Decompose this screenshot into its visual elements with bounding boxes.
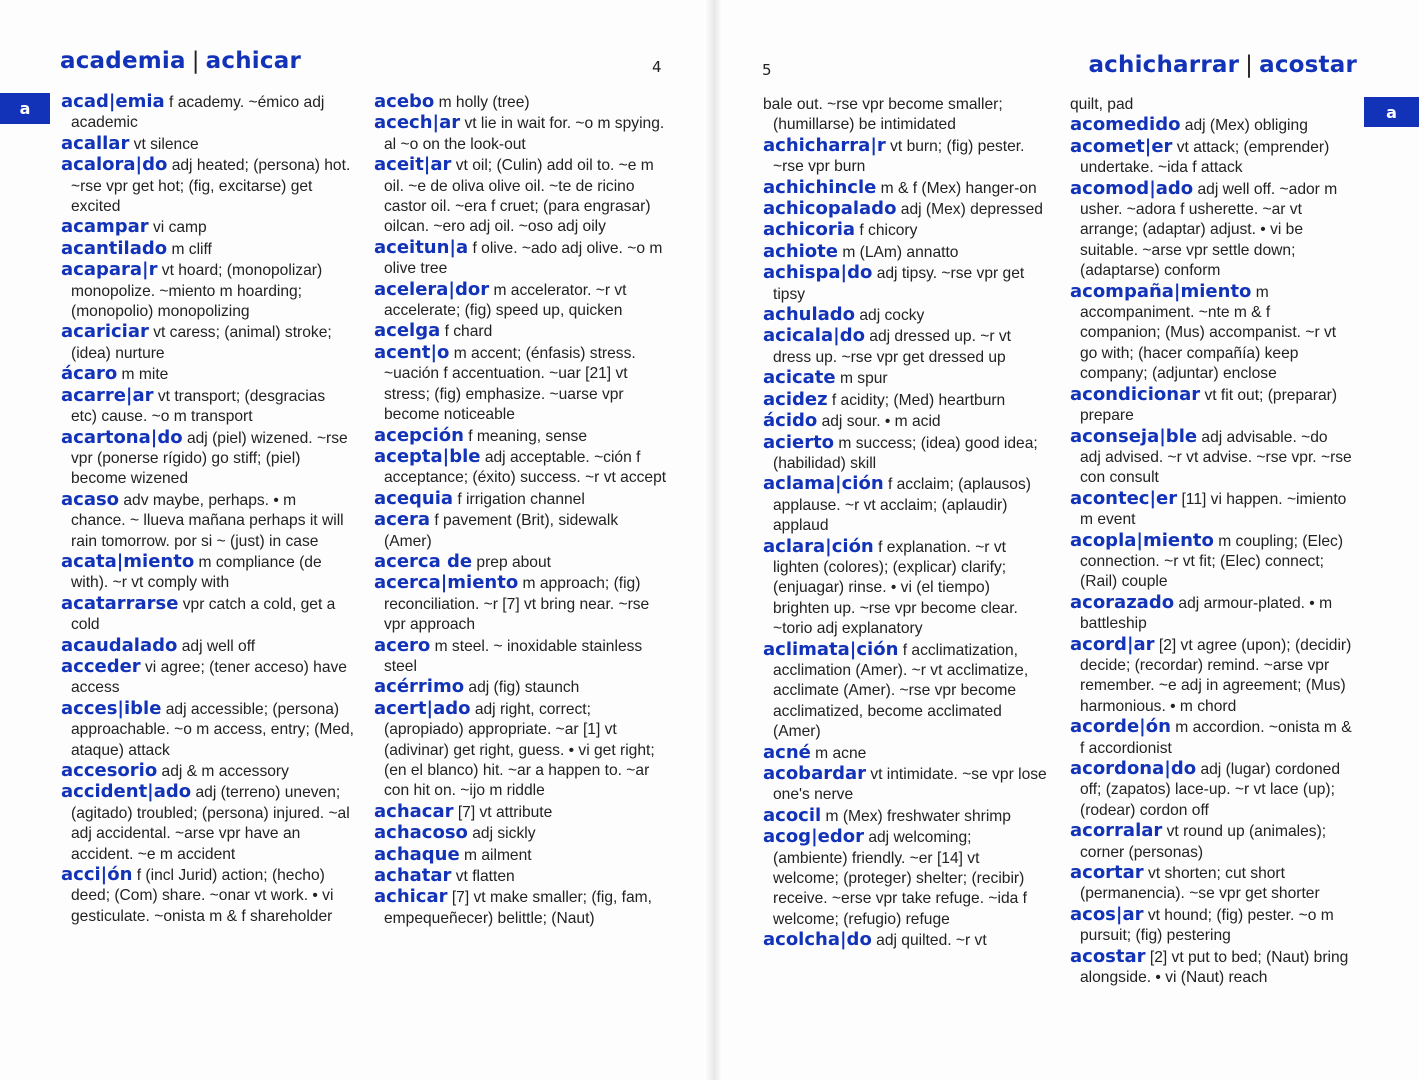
entry-definition: adj armour-plated. • m battleship (1080, 594, 1333, 633)
entry-definition: vt hound; (fig) pester. ~o m pursuit; (fig) pestering (1080, 906, 1334, 945)
dictionary-entry (61, 636, 354, 657)
dictionary-entry (1070, 593, 1352, 635)
dictionary-entry (374, 677, 670, 698)
entry-definition: m accelerator. ~r vt accelerate; (fig) speed up, quicken (384, 281, 627, 320)
entry-headword: acarre|ar (61, 384, 154, 406)
entry-headword: aclama|ción (763, 473, 884, 495)
entry-headword: acomet|er (1070, 135, 1173, 157)
right-page (712, 0, 1419, 1080)
entry-headword: acortar (1070, 862, 1144, 884)
entry-headword: achacoso (374, 822, 468, 844)
dictionary-entry (763, 743, 1049, 764)
entry-definition: f explanation. ~r vt lighten (colores); (explicar) clarify; (enjuagar) rinse. • vi (el tiempo) brighten up. ~rse vpr become clear. ~torio adj explanatory (773, 538, 1018, 638)
entry-definition: vt fit out; (preparar) prepare (1080, 386, 1338, 425)
dictionary-entry (61, 134, 354, 155)
entry-definition: vpr catch a cold, get a cold (71, 595, 336, 634)
entry-definition: f (incl Jurid) action; (hecho) deed; (Com) share. ~onar vt work. • vi gesticulate. ~onista m & f shareholder (71, 867, 334, 925)
dictionary-entry (61, 657, 354, 699)
dictionary-entry (374, 92, 670, 113)
dictionary-entry (374, 280, 670, 322)
dictionary-entry (1070, 115, 1352, 136)
entry-headword: acontec|er (1070, 487, 1178, 509)
entry-definition: [2] vt put to bed; (Naut) bring alongside. • vi (Naut) reach (1080, 948, 1349, 987)
entry-headword: achispa|do (763, 262, 873, 284)
entry-definition: adj acceptable. ~ción f acceptance; (éxito) success. ~r vt accept (384, 448, 667, 487)
entry-definition: vt silence (129, 135, 199, 153)
entry-definition: f chard (440, 323, 493, 341)
left-column-2 (374, 92, 670, 929)
dictionary-entry (374, 887, 670, 929)
entry-definition: bale out. ~rse vpr become smaller; (humillarse) be intimidated (763, 96, 1003, 134)
entry-headword: ácido (763, 410, 818, 432)
entry-headword: acompaña|miento (1070, 280, 1252, 302)
entry-headword: achicar (374, 886, 448, 908)
entry-definition: adj (lugar) cordoned off; (zapatos) lace-up. ~r vt lace (up); (rodear) cordon off (1080, 761, 1341, 819)
entry-headword: acantilado (61, 237, 168, 259)
entry-headword: acata|miento (61, 550, 195, 572)
entry-definition: adj accessible; (persona) approachable. ~o m access, entry; (Med, ataque) attack (71, 700, 354, 759)
dictionary-entry (1070, 179, 1352, 282)
dictionary-entry (763, 411, 1049, 432)
entry-headword: achulado (763, 304, 856, 326)
entry-headword: acebo (374, 91, 435, 112)
entry-definition: f acclimatization, acclimation (Amer). ~r vt acclimatize, acclimate (Amer). ~rse vpr become acclimatized, become acclimated (Amer) (773, 641, 1029, 741)
entry-definition: adj & m accessory (157, 763, 289, 780)
entry-headword: acent|o (374, 341, 450, 363)
dictionary-entry (61, 594, 354, 636)
entry-definition: m cliff (167, 240, 212, 258)
entry-headword: aceitun|a (374, 236, 469, 258)
left-column-1 (61, 92, 354, 927)
entry-definition: adj (terreno) uneven; (agitado) troubled; (persona) injured. ~al adj accidental. ~arse vpr have an accident. ~e m accident (71, 784, 350, 863)
entry-headword: acobardar (763, 763, 866, 784)
dictionary-entry (1070, 863, 1352, 905)
dictionary-entry (61, 699, 354, 761)
entry-headword: acorralar (1070, 820, 1163, 842)
left-running-head-first: academia (60, 48, 186, 74)
dictionary-entry (374, 155, 670, 238)
entry-definition: f pavement (Brit), sidewalk (Amer) (384, 512, 619, 550)
dictionary-entry (1070, 137, 1352, 179)
dictionary-entry (61, 865, 354, 927)
entry-definition: vt attack; (emprender) undertake. ~ida f attack (1080, 138, 1330, 177)
entry-definition: adj (Mex) obliging (1180, 117, 1308, 135)
entry-headword: achiote (763, 240, 838, 262)
right-page-number: 5 (762, 61, 772, 79)
entry-definition: prep about (472, 553, 551, 571)
entry-definition: m success; (idea) good idea; (habilidad) skill (773, 434, 1038, 472)
dictionary-entry (763, 640, 1049, 743)
entry-headword: acord|ar (1070, 633, 1155, 655)
entry-headword: acad|emia (61, 91, 165, 112)
entry-headword: achicoria (763, 219, 856, 241)
entry-headword: acocil (763, 804, 822, 826)
entry-headword: acera (374, 509, 431, 531)
entry-definition: adj tipsy. ~rse vpr get tipsy (773, 265, 1025, 303)
entry-definition: m steel. ~ inoxidable stainless steel (384, 637, 643, 675)
entry-headword: accesorio (61, 760, 158, 781)
dictionary-entry (61, 260, 354, 322)
entry-headword: acceder (61, 655, 141, 677)
dictionary-entry (374, 866, 670, 887)
entry-headword: acerca de (374, 550, 473, 572)
entry-definition: adj well off (177, 637, 256, 655)
entry-headword: acech|ar (374, 112, 461, 134)
dictionary-entry (61, 490, 354, 552)
left-running-head-separator: | (191, 48, 200, 74)
entry-definition: adj advisable. ~do adj advised. ~r vt advise. ~rse vpr. ~rse con consult (1080, 428, 1352, 487)
entry-definition: adj heated; (persona) hot. ~rse vpr get hot; (fig, excitarse) get excited (71, 157, 351, 216)
dictionary-entry (61, 155, 354, 217)
entry-headword: acert|ado (374, 697, 471, 719)
entry-headword: achicharra|r (763, 134, 886, 156)
entry-headword: acequia (374, 487, 454, 509)
dictionary-entry (763, 390, 1049, 411)
entry-headword: acartona|do (61, 426, 183, 448)
entry-definition: [11] vi happen. ~imiento m event (1080, 490, 1347, 529)
entry-definition: vt hoard; (monopolizar) monopolize. ~miento m hoarding; (monopolio) monopolizing (71, 262, 323, 321)
dictionary-entry (763, 242, 1049, 263)
entry-headword: acomod|ado (1070, 177, 1194, 199)
dictionary-entry (763, 178, 1049, 199)
dictionary-entry (1070, 531, 1352, 593)
entry-headword: acomedido (1070, 114, 1181, 136)
entry-definition: f chicory (855, 222, 918, 240)
entry-definition: [7] vt make smaller; (fig, fam, empequeñecer) belittle; (Naut) (384, 889, 653, 927)
entry-headword: acalora|do (61, 154, 168, 176)
dictionary-entry (1070, 427, 1352, 489)
dictionary-entry (61, 322, 354, 364)
left-thumb-tab: a (0, 93, 50, 124)
entry-definition: [7] vt attribute (453, 803, 553, 821)
entry-definition: f acclaim; (aplausos) applause. ~r vt acclaim; (aplaudir) applaud (773, 476, 1031, 535)
dictionary-entry (763, 305, 1049, 326)
dictionary-entry (61, 239, 354, 260)
entry-headword: acelera|dor (374, 278, 490, 300)
entry-headword: acérrimo (374, 676, 465, 698)
dictionary-entry (763, 95, 1049, 136)
left-page-number: 4 (652, 58, 662, 76)
entry-headword: acos|ar (1070, 903, 1144, 925)
entry-headword: acci|ón (61, 864, 133, 886)
entry-headword: acero (374, 634, 431, 656)
dictionary-entry (763, 537, 1049, 640)
left-running-head (60, 48, 301, 74)
entry-headword: acicate (763, 367, 836, 389)
entry-definition: adj cocky (855, 307, 925, 325)
entry-headword: acaudalado (61, 634, 178, 656)
dictionary-entry (763, 136, 1049, 178)
entry-headword: achatar (374, 865, 452, 887)
entry-definition: adj right, correct; (apropiado) appropriate. ~ar [1] vt (adivinar) get right, guess. • vi get right; (en el blanco) hit. ~ar a happen to. ~ar con hit on. ~ijo m riddle (384, 700, 655, 800)
entry-definition: m ailment (459, 846, 532, 864)
entry-definition: vi agree; (tener acceso) have access (71, 658, 347, 697)
entry-definition: vt intimidate. ~se vpr lose one's nerve (773, 766, 1047, 804)
dictionary-entry (61, 761, 354, 782)
dictionary-entry (374, 447, 670, 489)
dictionary-entry (763, 930, 1049, 951)
entry-headword: achaque (374, 843, 460, 865)
right-running-head-first: achicharrar (1088, 52, 1240, 78)
entry-definition: m approach; (fig) reconciliation. ~r [7] vt bring near. ~rse vpr approach (384, 575, 650, 634)
dictionary-entry (1070, 821, 1352, 863)
right-column-2 (1070, 95, 1352, 988)
entry-definition: vt shorten; cut short (permanencia). ~se vpr get shorter (1080, 865, 1320, 903)
dictionary-entry (61, 552, 354, 594)
dictionary-entry (374, 238, 670, 280)
entry-headword: acordona|do (1070, 758, 1197, 779)
dictionary-entry (61, 364, 354, 385)
dictionary-entry (763, 199, 1049, 220)
entry-headword: aceit|ar (374, 154, 452, 176)
dictionary-entry (1070, 635, 1352, 718)
entry-definition: adj (Mex) depressed (896, 201, 1043, 219)
entry-definition: adj dressed up. ~r vt dress up. ~rse vpr get dressed up (773, 328, 1012, 366)
dictionary-entry (374, 113, 670, 155)
right-running-head (1088, 52, 1357, 78)
entry-headword: acatarrarse (61, 592, 179, 614)
dictionary-entry (1070, 905, 1352, 947)
entry-definition: quilt, pad (1070, 96, 1134, 113)
dictionary-entry (1070, 759, 1352, 821)
right-thumb-tab: a (1364, 97, 1419, 127)
dictionary-entry (61, 386, 354, 428)
dictionary-entry (1070, 489, 1352, 531)
entry-headword: ácaro (61, 363, 118, 385)
entry-headword: acorazado (1070, 591, 1175, 613)
dictionary-entry (61, 217, 354, 238)
dictionary-entry (374, 489, 670, 510)
entry-definition: f academy. ~émico adj academic (71, 94, 325, 132)
dictionary-entry (374, 426, 670, 447)
dictionary-entry (1070, 947, 1352, 989)
entry-headword: acampar (61, 216, 149, 238)
entry-definition: adj quilted. ~r vt (871, 932, 987, 950)
entry-headword: acces|ible (61, 697, 162, 719)
dictionary-entry (763, 368, 1049, 389)
left-running-head-last: achicar (205, 48, 301, 74)
entry-headword: achacar (374, 800, 454, 822)
right-running-head-separator: | (1245, 52, 1254, 78)
dictionary-entry (374, 510, 670, 552)
entry-headword: acapara|r (61, 259, 158, 281)
entry-headword: aconseja|ble (1070, 425, 1198, 447)
dictionary-entry (374, 823, 670, 844)
right-column-1 (763, 95, 1049, 952)
entry-headword: acariciar (61, 321, 149, 343)
dictionary-entry (374, 845, 670, 866)
entry-definition: m mite (117, 366, 169, 384)
dictionary-entry (374, 321, 670, 342)
dictionary-entry (763, 326, 1049, 368)
entry-headword: acelga (374, 320, 441, 342)
entry-headword: acopla|miento (1070, 529, 1214, 551)
dictionary-entry (1070, 717, 1352, 759)
entry-definition: m & f (Mex) hanger-on (876, 179, 1037, 197)
dictionary-entry (763, 827, 1049, 930)
dictionary-entry (763, 806, 1049, 827)
entry-definition: m accompaniment. ~nte m & f companion; (Mus) accompanist. ~r vt go with; (hacer compañía) keep company; (adjuntar) enclose (1080, 283, 1337, 383)
entry-headword: acerca|miento (374, 572, 519, 594)
entry-headword: acostar (1070, 945, 1146, 967)
entry-definition: adj sour. • m acid (817, 413, 941, 431)
dictionary-entry (61, 782, 354, 865)
entry-definition: [2] vt agree (upon); (decidir) decide; (recordar) remind. ~arse vpr remember. ~e adj in agreement; (Mus) harmonious. • m chord (1080, 636, 1352, 715)
entry-definition: vt round up (animales); corner (personas) (1080, 823, 1327, 861)
dictionary-entry (374, 573, 670, 635)
entry-headword: aclara|ción (763, 535, 874, 557)
entry-headword: achicopalado (763, 198, 897, 220)
entry-headword: acolcha|do (763, 929, 872, 951)
entry-definition: adj (piel) wizened. ~rse vpr (ponerse rígido) go stiff; (piel) become wizened (71, 429, 348, 488)
entry-definition: m (Mex) freshwater shrimp (821, 807, 1011, 825)
dictionary-entry (61, 92, 354, 134)
entry-definition: vt oil; (Culin) add oil to. ~e m oil. ~e de oliva olive oil. ~te de ricino castor oil. ~era f cruet; (para engrasar) oilcan. ~ero adj oil. ~oso adj oily (384, 157, 654, 236)
dictionary-entry (374, 636, 670, 678)
book-gutter (704, 0, 722, 1080)
entry-definition: adj welcoming; (ambiente) friendly. ~er [14] vt welcome; (proteger) shelter; (recibir) receive. ~erse vpr take refuge. ~ida f welcome; (refugio) refuge (773, 829, 1027, 928)
dictionary-entry (374, 802, 670, 823)
entry-headword: acepción (374, 424, 464, 446)
entry-headword: acondicionar (1070, 383, 1201, 405)
entry-definition: m accordion. ~onista m & f accordionist (1080, 719, 1352, 757)
entry-headword: acog|edor (763, 826, 864, 848)
entry-headword: acaso (61, 488, 120, 510)
right-running-head-last: acostar (1259, 52, 1357, 78)
entry-headword: acepta|ble (374, 445, 481, 467)
dictionary-entry (763, 220, 1049, 241)
entry-definition: m (LAm) annatto (837, 243, 959, 261)
entry-headword: aclimata|ción (763, 638, 899, 660)
entry-definition: adj sickly (467, 825, 536, 843)
entry-definition: vt caress; (animal) stroke; (idea) nurture (71, 324, 332, 362)
entry-definition: vt transport; (desgracias etc) cause. ~o m transport (71, 387, 326, 426)
dictionary-entry (61, 428, 354, 490)
entry-headword: achichincle (763, 176, 877, 198)
entry-headword: acné (763, 741, 811, 763)
entry-definition: f acidity; (Med) heartburn (827, 391, 1006, 409)
entry-definition: vt lie in wait for. ~o m spying. al ~o on the look-out (384, 115, 665, 153)
entry-headword: acallar (61, 132, 130, 154)
entry-headword: accident|ado (61, 781, 192, 803)
entry-definition: m spur (835, 370, 888, 388)
entry-definition: adv maybe, perhaps. • m chance. ~ llueva mañana perhaps it will rain tomorrow. por si ~ (just) in case (71, 491, 344, 550)
dictionary-entry (374, 343, 670, 426)
dictionary-entry (374, 552, 670, 573)
entry-headword: acierto (763, 431, 835, 453)
dictionary-entry (763, 263, 1049, 305)
entry-definition: f meaning, sense (463, 427, 588, 445)
entry-definition: m coupling; (Elec) connection. ~r vt fit; (Elec) connect; (Rail) couple (1080, 532, 1344, 591)
dictionary-entry (1070, 282, 1352, 385)
dictionary-entry (763, 474, 1049, 536)
dictionary-entry (763, 433, 1049, 475)
entry-definition: m holly (tree) (434, 94, 530, 111)
entry-definition: m acne (810, 744, 867, 762)
dictionary-entry (763, 764, 1049, 806)
entry-definition: adj (fig) staunch (464, 679, 580, 697)
entry-headword: acorde|ón (1070, 716, 1171, 738)
entry-definition: adj well off. ~ador m usher. ~adora f usherette. ~ar vt arrange; (adaptar) adjust. • vi be suitable. ~arse vpr settle down; (adaptarse) conform (1080, 180, 1338, 280)
entry-definition: f irrigation channel (453, 490, 585, 508)
entry-definition: f olive. ~ado adj olive. ~o m olive tree (384, 239, 663, 278)
dictionary-entry (374, 699, 670, 802)
entry-headword: acicala|do (763, 325, 865, 347)
dictionary-entry (1070, 95, 1352, 115)
entry-definition: vt flatten (451, 868, 515, 886)
dictionary-entry (1070, 385, 1352, 427)
entry-definition: vi camp (148, 219, 207, 237)
entry-definition: m compliance (de with). ~r vt comply with (71, 553, 322, 592)
entry-definition: m accent; (énfasis) stress. ~uación f accentuation. ~uar [21] vt stress; (fig) emphasize. ~uarse vpr become noticeable (384, 344, 636, 424)
entry-definition: vt burn; (fig) pester. ~rse vpr burn (773, 137, 1025, 176)
entry-headword: acidez (763, 388, 828, 410)
